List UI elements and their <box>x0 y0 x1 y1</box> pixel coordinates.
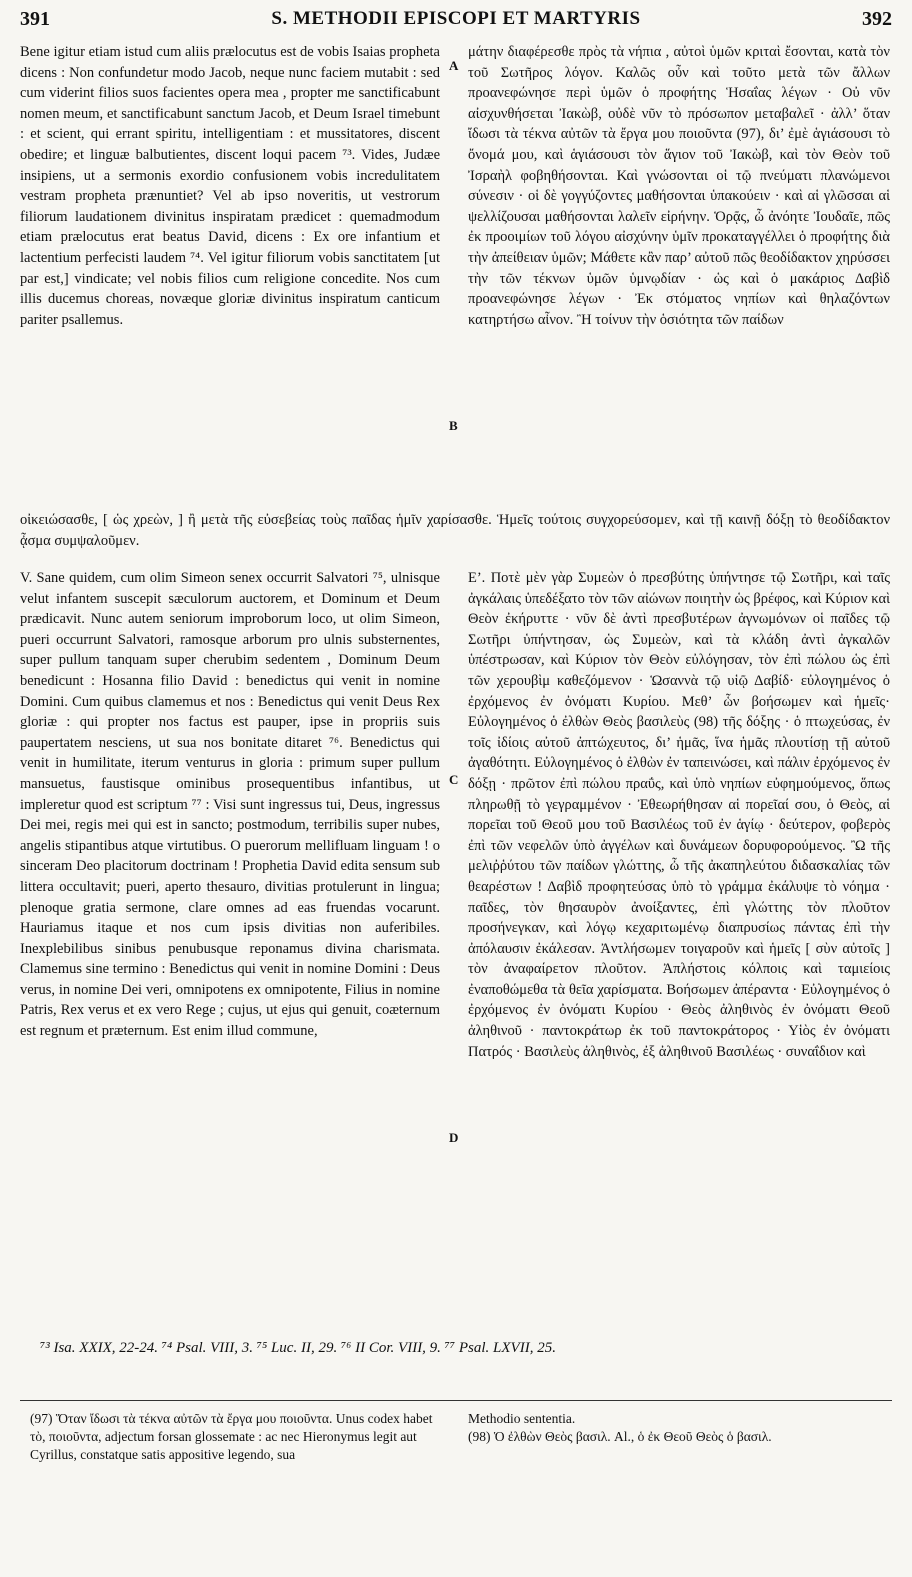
running-title: S. METHODII EPISCOPI ET MARTYRIS <box>271 8 641 29</box>
page-number-left: 391 <box>20 8 50 30</box>
footnote-right: Methodio sententia. (98) Ὁ ἐλθὼν Θεὸς βασιλ. Al., ὁ ἐκ Θεοῦ Θεὸς ὁ βασιλ. <box>468 1411 772 1444</box>
footnote-left: (97) Ὅταν ἴδωσι τὰ τέκνα αὐτῶν τὰ ἔργα μου ποιοῦντα. Unus codex habet τὸ, ποιοῦντα, adjectum forsan glossemate : ac nec Hieronymus legit aut Cyrillus, constatque satis appositive legendo, sua <box>30 1411 433 1462</box>
greek-column-section-1: μάτην διαφέρεσθε πρὸς τὰ νήπια , αὐτοὶ ὑμῶν κριταὶ ἔσονται, κατὰ τὸν τοῦ Σωτῆρος λόγον. Καλῶς οὖν καὶ τοῦτο μετὰ τῶν ἄλλων προανεφώνησε περὶ ὑμῶν ὁ προφήτης Ἡσαΐας λέγων · Οὐ νῦν αἰσχυνθήσεται Ἰακὼβ, οὐδὲ νῦν τὸ πρόσωπον μεταβαλεῖ · ἀλλ’ ὅταν ἴδωσι τὰ τέκνα αὐτῶν τὰ ἔργα μου ποιοῦντα (97), δι’ ἐμὲ ἁγιάσουσι τὸ ὄνομά μου, καὶ ἁγιάσουσι τὸν ἅγιον τοῦ Ἰακὼβ, καὶ τὸν Θεὸν τοῦ Ἰσραὴλ φοβηθήσονται. Καὶ γνώσονται οἱ τῷ πνεύματι πλανώμενοι σύνεσιν · οἱ δὲ γογγύζοντες μαθήσονται ὑπακούειν · καὶ αἱ γλῶσσαι αἱ ψελλίζουσαι μαθήσονται λαλεῖν εἰρήνην. Ὁρᾷς, ὦ ἀνόητε Ἰουδαῖε, πῶς ἐκ προοιμίων τοῦ λόγου αἰσχύνην ὑμῖν προκαταγγέλλει ὁ προφήτης διὰ τὴν ἀπείθειαν ὑμῶν; Μάθετε κἂν παρ’ αὐτοῦ πῶς θεοδίδακτον χηρύσσει τὴν τῶν τέκνων ὑμῶν ὑμνῳδίαν · ὡς καὶ ὁ μακάριος Δαβὶδ προανεφώνησε λέγων · Ἐκ στόματος νηπίων καὶ θηλαζόντων κατηρτήσω αἶνον. Ἢ τοίνυν τὴν ὁσιότητα τῶν παίδων <box>468 44 890 328</box>
margin-marker-d: D <box>449 1130 459 1145</box>
latin-column-section-1: Bene igitur etiam istud cum aliis prælocutus est de vobis Isaias propheta dicens : Non confundetur modo Jacob, neque nunc faciem mutabit : sed cum viderint filios suos facientes opera mea , propter me sanctificabunt nomen meum, et sanctificabunt sanctum Jacob, et Deum Israel timebunt : et scient, qui errant spiritu, intelligentiam : et mussitatores, discent obedire; et linguæ balbutientes, discent loqui pacem ⁷³. Vides, Judæe insipiens, ut a sermonis exordio confusionem vobis incredulitatem vestram propheta prænuntiet? Vel ab ipso noveritis, ut vestrorum filiorum laudationem divinitus inspiratam prædicet : quemadmodum etiam prælocutus erat beatus David, dicens : Ex ore infantium et lactentium perfecisti laudem ⁷⁴. Vel igitur filiorum vobis sanctitatem [ut par est,] vindicate; vel nobis filios cum religione concedite. Nos cum illis ducemus choreas, novæque gloriæ divinitus inspiratum canticum pariter psallemus. <box>20 44 440 328</box>
greek-column-section-2: Ε’. Ποτὲ μὲν γὰρ Συμεὼν ὁ πρεσβύτης ὑπήντησε τῷ Σωτῆρι, καὶ ταῖς ἀγκάλαις ὑπεδέξατο τὸν τῶν αἰώνων ποιητὴν ὡς βρέφος, καὶ Κύριον καὶ Θεὸν ἐκήρυττε · νῦν δὲ ἀντὶ πρεσβυτέρων ἀγνωμόνων οἱ παῖδες τῷ Σωτῆρι ὑπήντησαν, ὡς Συμεὼν, καὶ τὰ κλάδη ἀντὶ ἀγκαλῶν ὑπέστρωσαν, καὶ Κύριον τὸν Θεὸν εὐλόγησαν, τὸν ἐπὶ πώλου ὡς ἐπὶ τῶν χερουβὶμ καθεζόμενον · Ὡσαννὰ τῷ υἱῷ Δαβίδ· εὐλογημένος ὁ ἐρχόμενος ἐν ὀνόματι Κυρίου. Μεθ’ ὧν βοήσωμεν καὶ ἡμεῖς· Εὐλογημένος ὁ ἐλθὼν Θεὸς βασιλεὺς (98) τῆς δόξης · ὁ πτωχεύσας, ἐν τοῖς ἰδίοις αὐτοῦ ἀπτώχευτος, δι’ ἡμᾶς, ἵνα ἡμᾶς πλουτίσῃ τῇ αὐτοῦ ἀγαθότητι. Εὐλογημένος ὁ ἐλθὼν ἐν ταπεινώσει, καὶ πάλιν ἐρχόμενος ἐν δόξῃ · πρῶτον ἐπὶ πώλου πραΰς, καὶ ὑπὸ νηπίων εὐφημούμενος, ὅπως πληρωθῇ τὸ γεγραμμένον · Ἐθεωρήθησαν αἱ πορεῖαί σου, ὁ Θεὸς, αἱ πορεῖαι τοῦ Θεοῦ μου τοῦ Βασιλέως τοῦ ἐν ἁγίῳ · δεύτερον, φοβερὸς ἐπὶ τῶν νεφελῶν ὑπὸ ἀγγέλων καὶ δυνάμεων δορυφορούμενος. Ὢ τῆς μελιῤῥύτου τῶν παίδων γλώττης, ὦ τῆς ἀκαπηλεύτου διδασκαλίας τῶν θεαρέστων ! Δαβὶδ προφητεύσας ὑπὸ τὸ γράμμα ἐκάλυψε τὸ νόημα · παῖδες, τὸν θησαυρὸν ἀνοίξαντες, ἐπὶ γλώττης τὸν πλοῦτον προσήνεγκαν, καὶ λόγῳ κεχαριτωμένῳ διαπρυσίως πάντας ἐπὶ τὴν ἀπόλαυσιν ἐκάλεσαν. Ἀντλήσωμεν τοιγαροῦν καὶ ἡμεῖς [ σὺν αὐτοῖς ] τὸν ἀναφαίρετον πλοῦτον. Ἀπλήστοις κόλποις καὶ ταμιείοις ἐναποθώμεθα τὰ θεῖα χαρίσματα. Βοήσωμεν ἀπέραντα · Εὐλογημένος ὁ ἐρχόμενος ἐν ὀνόματι Κυρίου · Θεὸς ἀληθινὸς ἐν ὀνόματι Θεοῦ ἀληθινοῦ · παντοκράτωρ ἐκ τοῦ παντοκράτορος · Υἱὸς ἐν ὀνόματι Πατρός · Βασιλεὺς ἀληθινὸς, ἐξ ἀληθινοῦ Βασιλέως · συναΐδιον καὶ <box>468 570 890 1060</box>
page-header <box>0 0 912 40</box>
margin-marker-c: C <box>449 772 459 787</box>
footnote-divider <box>20 1400 892 1401</box>
margin-marker-b: B <box>449 418 458 433</box>
margin-marker-a: A <box>449 58 459 73</box>
page-number-right: 392 <box>862 8 892 30</box>
scripture-references: ⁷³ Isa. XXIX, 22-24. ⁷⁴ Psal. VIII, 3. ⁷⁵ Luc. II, 29. ⁷⁶ II Cor. VIII, 9. ⁷⁷ Psal. LXVII, 25. <box>40 1340 556 1356</box>
latin-column-section-2: V. Sane quidem, cum olim Simeon senex occurrit Salvatori ⁷⁵, ulnisque velut infantem suscepit sæculorum auctorem, et Dominum et Deum prædicavit. Nunc autem seniorum improborum loco, ut olim Simeon, pueri occurrunt Salvatori, ramosque arborum pro ulnis substernentes, super pullum tanquam super cherubim sedentem , Dominum Deum benedicunt : Hosanna filio David : benedictus qui venit in nomine Domini. Cum quibus clamemus et nos : Benedictus qui venit Deus Rex gloriæ : qui propter nos factus est pauper, ipse in propriis suis paupertatem nesciens, ut sua nos bonitate ditaret ⁷⁶. Benedictus qui venit in humilitate, iterum venturus in gloria : primum super pullum mansuetus, faustisque ominibus prosequentibus infantibus, ut impleretur quod est scriptum ⁷⁷ : Visi sunt ingressus tui, Deus, ingressus Dei mei, regis mei qui est in sancto; postmodum, terribilis super nubes, angelis stipantibus atque virtutibus. O puerorum mellifluam linguam ! o sinceram Deo placitorum doctrinam ! Prophetia David edita sensum sub littera occultavit; pueri, aperto thesauro, divitias protulerunt in lingua; plenoque gratia sermone, clare omnes ad eas fruendas vocarunt. Hauriamus itaque et nos cum ipsis divitias non auferibiles. Inexplebilibus sinibus penubusque reponamus divina charismata. Clamemus sine termino : Benedictus qui venit in nomine Domini : Deus verus, in nomine Dei veri, omnipotens ex omnipotente, Filius in nomine Patris, Rex verus et ex vero Rege ; cujus, ut ejus qui genuit, coæternum est regnum et præternum. Est enim illud commune, <box>20 570 440 1040</box>
greek-fullwidth-continuation: οἰκειώσασθε, [ ὡς χρεὼν, ] ἢ μετὰ τῆς εὐσεβείας τοὺς παῖδας ἡμῖν χαρίσασθε. Ἡμεῖς τούτοις συγχορεύσομεν, καὶ τῇ καινῇ δόξῃ τὸ θεοδίδακτον ᾆσμα συμψαλοῦμεν. <box>20 512 890 549</box>
